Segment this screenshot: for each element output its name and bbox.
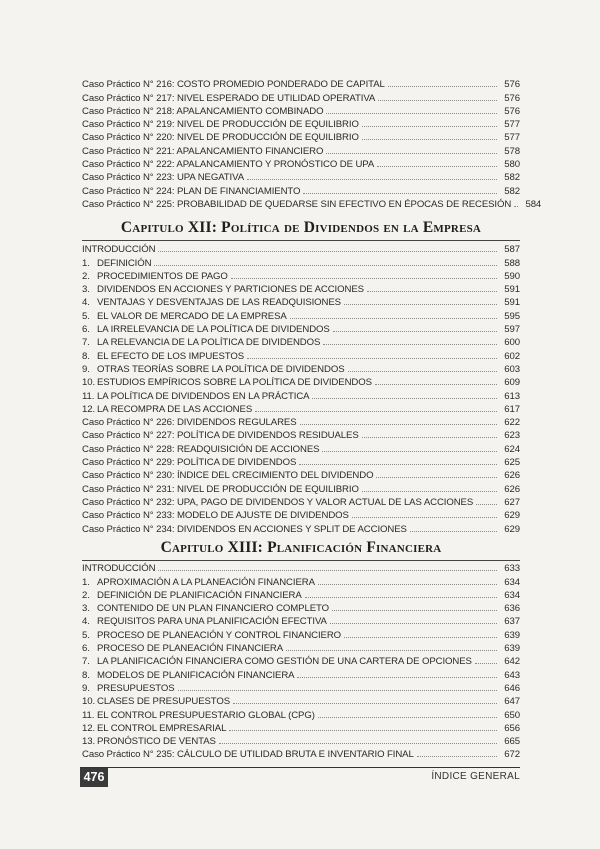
dot-leader — [362, 491, 497, 492]
dot-leader — [514, 206, 518, 207]
toc-entry-page: 633 — [504, 563, 520, 575]
toc-entry-page: 634 — [504, 576, 520, 588]
toc-entry — [82, 588, 520, 601]
toc-entry-page: 639 — [504, 629, 520, 641]
toc-entry — [82, 707, 520, 720]
dot-leader — [375, 384, 497, 385]
toc-entry — [82, 521, 520, 534]
toc-entry — [82, 747, 520, 760]
toc-entry-label: Caso Práctico N° 235: CÁLCULO DE UTILIDAD BRUTA E INVENTARIO FINAL — [82, 749, 414, 761]
toc-entry-number: 1. — [82, 576, 90, 588]
toc-entry-page: 576 — [504, 92, 520, 104]
toc-entry — [82, 641, 520, 654]
dot-leader — [231, 278, 497, 279]
toc-entry — [82, 415, 520, 428]
dot-leader — [300, 424, 498, 425]
toc-entry-label: DIVIDENDOS EN ACCIONES Y PARTICIONES DE ACCIONES — [97, 284, 364, 296]
toc-entry-label: INTRODUCCIÓN — [82, 563, 156, 575]
dot-leader — [229, 730, 497, 731]
toc-entry-page: 639 — [504, 643, 520, 655]
toc-entry-label: Caso Práctico N° 218: APALANCAMIENTO COMBINADO — [82, 105, 324, 117]
dot-leader — [318, 584, 497, 585]
toc-entry-page: 590 — [504, 270, 520, 282]
dot-leader — [362, 437, 497, 438]
toc-entry — [82, 282, 520, 295]
dot-leader — [255, 411, 497, 412]
toc-entry — [82, 455, 520, 468]
dot-leader — [326, 153, 497, 154]
page-number-badge: 476 — [80, 768, 108, 787]
dot-leader — [219, 743, 497, 744]
toc-entry-number: 10. — [82, 377, 96, 389]
toc-entry-page: 650 — [504, 709, 520, 721]
toc-entry-label: Caso Práctico N° 233: MODELO DE AJUSTE DE DIVIDENDOS — [82, 510, 349, 522]
dot-leader — [362, 139, 497, 140]
toc-entry-label: ESTUDIOS EMPÍRICOS SOBRE LA POLÍTICA DE DIVIDENDOS — [97, 377, 372, 389]
toc-entry-page: 582 — [504, 172, 520, 184]
toc-entry-page: 634 — [504, 589, 520, 601]
toc-entry-number: 12. — [82, 722, 96, 734]
toc-entry — [82, 627, 520, 640]
toc-entry-label: Caso Práctico N° 234: DIVIDENDOS EN ACCIONES Y SPLIT DE ACCIONES — [82, 523, 407, 535]
dot-leader — [303, 193, 497, 194]
toc-entry — [82, 681, 520, 694]
toc-entry — [82, 335, 520, 348]
dot-leader — [322, 451, 497, 452]
toc-entry — [82, 362, 520, 375]
dot-leader — [352, 517, 497, 518]
toc-entry-label: Caso Práctico N° 226: DIVIDENDOS REGULARES — [82, 417, 297, 429]
toc-entry-page: 642 — [504, 656, 520, 668]
toc-entry-label: LA RELEVANCIA DE LA POLÍTICA DE DIVIDENDOS — [97, 337, 321, 349]
dot-leader — [348, 371, 498, 372]
toc-entry — [82, 734, 520, 747]
dot-leader — [158, 251, 497, 252]
toc-entry-label: Caso Práctico N° 228: READQUISICIÓN DE ACCIONES — [82, 443, 320, 455]
dot-leader — [362, 126, 497, 127]
dot-leader — [333, 331, 497, 332]
toc-entry-page: 577 — [504, 132, 520, 144]
dot-leader — [247, 358, 497, 359]
toc-entry-page: 636 — [504, 603, 520, 615]
toc-entry-number: 2. — [82, 589, 90, 601]
toc-entry-label: Caso Práctico N° 229: POLÍTICA DE DIVIDENDOS — [82, 457, 297, 469]
toc-entry — [82, 308, 520, 321]
toc-entry-number: 8. — [82, 350, 90, 362]
toc-entry-label: Caso Práctico N° 219: NIVEL DE PRODUCCIÓN DE EQUILIBRIO — [82, 119, 359, 131]
toc-entry-label: Caso Práctico N° 217: NIVEL ESPERADO DE UTILIDAD OPERATIVA — [82, 92, 376, 104]
toc-entry-page: 626 — [504, 470, 520, 482]
toc-entry-label: Caso Práctico N° 220: NIVEL DE PRODUCCIÓN DE EQUILIBRIO — [82, 132, 359, 144]
toc-entry — [82, 654, 520, 667]
toc-entry-label: LA RECOMPRA DE LAS ACCIONES — [97, 403, 253, 415]
toc-entry — [82, 428, 520, 441]
dot-leader — [158, 570, 497, 571]
toc-entry-label: DEFINICIÓN DE PLANIFICACIÓN FINANCIERA — [97, 589, 302, 601]
toc-entry — [82, 197, 542, 210]
toc-entry-number: 7. — [82, 656, 90, 668]
toc-entry — [82, 183, 520, 196]
chapter-title-xii: Capitulo XII: Política de Dividendos en la Empresa — [120, 219, 482, 236]
toc-entry-page: 617 — [504, 403, 520, 415]
toc-entry-page: 626 — [504, 483, 520, 495]
toc-entry-label: Caso Práctico N° 216: COSTO PROMEDIO PONDERADO DE CAPITAL — [82, 79, 385, 91]
toc-entry-page: 627 — [504, 496, 520, 508]
toc-entry-number: 9. — [82, 682, 90, 694]
toc-entry — [82, 269, 520, 282]
toc-entry-page: 576 — [504, 105, 520, 117]
toc-entry — [82, 348, 520, 361]
toc-entry-page: 597 — [504, 324, 520, 336]
toc-entry-label: MODELOS DE PLANIFICACIÓN FINANCIERA — [97, 669, 295, 681]
dot-leader — [377, 166, 497, 167]
toc-section-chapter-xii — [82, 242, 520, 535]
toc-entry-number: 2. — [82, 270, 90, 282]
toc-entry-label: Caso Práctico N° 231: NIVEL DE PRODUCCIÓN DE EQUILIBRIO — [82, 483, 359, 495]
dot-leader — [154, 265, 497, 266]
toc-entry-page: 602 — [504, 350, 520, 362]
dot-leader — [376, 477, 497, 478]
dot-leader — [290, 318, 497, 319]
toc-entry-label: PRESUPUESTOS — [97, 682, 175, 694]
toc-entry — [82, 667, 520, 680]
toc-entry-label: PROCESO DE PLANEACIÓN Y CONTROL FINANCIERO — [97, 629, 342, 641]
toc-entry — [82, 468, 520, 481]
toc-entry-label: Caso Práctico N° 227: POLÍTICA DE DIVIDENDOS RESIDUALES — [82, 430, 359, 442]
toc-entry-page: 600 — [504, 337, 520, 349]
footer-rule — [80, 767, 520, 768]
toc-entry-number: 3. — [82, 603, 90, 615]
toc-entry-page: 591 — [504, 284, 520, 296]
toc-entry-number: 8. — [82, 669, 90, 681]
toc-entry-page: 609 — [504, 377, 520, 389]
toc-entry-number: 5. — [82, 310, 90, 322]
toc-entry-number: 11. — [82, 390, 95, 402]
toc-entry-label: Caso Práctico N° 222: APALANCAMIENTO Y PRONÓSTICO DE UPA — [82, 159, 375, 171]
toc-entry-label: INTRODUCCIÓN — [82, 244, 156, 256]
toc-entry-label: LA IRRELEVANCIA DE LA POLÍTICA DE DIVIDENDOS — [97, 324, 330, 336]
toc-entry-page: 637 — [504, 616, 520, 628]
toc-entry — [82, 614, 520, 627]
toc-entry-label: OTRAS TEORÍAS SOBRE LA POLÍTICA DE DIVIDENDOS — [97, 363, 345, 375]
toc-entry-label: EL CONTROL EMPRESARIAL — [97, 722, 227, 734]
toc-entry — [82, 322, 520, 335]
toc-entry-label: PRONÓSTICO DE VENTAS — [97, 736, 216, 748]
toc-entry-number: 13. — [82, 736, 96, 748]
toc-entry — [82, 143, 520, 156]
toc-entry-number: 4. — [82, 616, 90, 628]
dot-leader — [417, 756, 497, 757]
toc-entry-page: 578 — [504, 145, 520, 157]
toc-entry-page: 595 — [504, 310, 520, 322]
toc-entry-label: APROXIMACIÓN A LA PLANEACIÓN FINANCIERA — [97, 576, 315, 588]
chapter-title-xiii: Capitulo XIII: Planificación Financiera — [160, 539, 442, 556]
toc-entry-page: 582 — [504, 185, 520, 197]
dot-leader — [247, 179, 497, 180]
toc-entry-page: 646 — [504, 682, 520, 694]
toc-entry-number: 5. — [82, 629, 90, 641]
toc-section-chapter-xiii — [82, 561, 520, 760]
toc-entry-page: 613 — [504, 390, 520, 402]
toc-entry-number: 9. — [82, 363, 90, 375]
toc-entry-label: VENTAJAS Y DESVENTAJAS DE LAS READQUISIONES — [97, 297, 341, 309]
toc-entry-page: 629 — [504, 523, 520, 535]
toc-entry-page: 622 — [504, 417, 520, 429]
toc-entry-label: EL EFECTO DE LOS IMPUESTOS — [97, 350, 245, 362]
toc-entry-page: 643 — [504, 669, 520, 681]
toc-entry-page: 647 — [504, 696, 520, 708]
toc-entry-page: 588 — [504, 257, 520, 269]
toc-entry-number: 10. — [82, 696, 96, 708]
toc-entry — [82, 170, 520, 183]
dot-leader — [330, 623, 497, 624]
chapter-rule — [82, 240, 520, 241]
toc-entry-label: REQUISITOS PARA UNA PLANIFICACIÓN EFECTIVA — [97, 616, 327, 628]
toc-entry-number: 6. — [82, 324, 90, 336]
toc-entry-label: CLASES DE PRESUPUESTOS — [97, 696, 231, 708]
dot-leader — [388, 86, 497, 87]
toc-entry-page: 629 — [504, 510, 520, 522]
toc-entry — [82, 601, 520, 614]
toc-entry — [82, 402, 520, 415]
toc-entry-number: 4. — [82, 297, 90, 309]
toc-entry-number: 6. — [82, 643, 90, 655]
toc-entry-page: 580 — [504, 159, 520, 171]
toc-entry-page: 623 — [504, 430, 520, 442]
toc-entry-label: Caso Práctico N° 223: UPA NEGATIVA — [82, 172, 244, 184]
toc-entry — [82, 77, 520, 90]
toc-entry — [82, 561, 520, 574]
toc-entry-page: 584 — [525, 198, 542, 210]
toc-entry-label: PROCEDIMIENTOS DE PAGO — [97, 270, 228, 282]
toc-entry — [82, 574, 520, 587]
toc-entry — [82, 721, 520, 734]
dot-leader — [233, 703, 497, 704]
toc-entry — [82, 481, 520, 494]
toc-entry-label: Caso Práctico N° 232: UPA, PAGO DE DIVIDENDOS Y VALOR ACTUAL DE LAS ACCIONES — [82, 496, 474, 508]
dot-leader — [344, 304, 497, 305]
toc-entry-number: 1. — [82, 257, 90, 269]
toc-entry-label: Caso Práctico N° 225: PROBABILIDAD DE QUEDARSE SIN EFECTIVO EN ÉPOCAS DE RECESIÓN — [82, 198, 512, 210]
toc-entry-page: 576 — [504, 79, 520, 91]
toc-entry-page: 665 — [504, 736, 520, 748]
toc-entry-label: PROCESO DE PLANEACIÓN FINANCIERA — [97, 643, 284, 655]
dot-leader — [410, 531, 497, 532]
toc-entry-page: 656 — [504, 722, 520, 734]
dot-leader — [178, 690, 497, 691]
toc-entry — [82, 130, 520, 143]
toc-entry — [82, 117, 520, 130]
toc-entry-label: LA POLÍTICA DE DIVIDENDOS EN LA PRÁCTICA — [97, 390, 310, 402]
toc-entry-label: EL VALOR DE MERCADO DE LA EMPRESA — [97, 310, 287, 322]
toc-entry-page: 577 — [504, 119, 520, 131]
toc-entry — [82, 157, 520, 170]
toc-entry-number: 3. — [82, 284, 90, 296]
dot-leader — [318, 717, 497, 718]
toc-entry — [82, 90, 520, 103]
toc-entry — [82, 694, 520, 707]
toc-entry-label: DEFINICIÓN — [97, 257, 152, 269]
toc-entry — [82, 255, 520, 268]
dot-leader — [326, 113, 497, 114]
toc-entry-label: Caso Práctico N° 230: ÍNDICE DEL CRECIMIENTO DEL DIVIDENDO — [82, 470, 374, 482]
toc-entry-page: 624 — [504, 443, 520, 455]
toc-entry — [82, 242, 520, 255]
footer-label: ÍNDICE GENERAL — [431, 771, 520, 782]
toc-entry — [82, 295, 520, 308]
toc-entry-label: CONTENIDO DE UN PLAN FINANCIERO COMPLETO — [97, 603, 329, 615]
toc-entry-page: 591 — [504, 297, 520, 309]
dot-leader — [312, 398, 497, 399]
toc-entry — [82, 375, 520, 388]
toc-entry-page: 625 — [504, 457, 520, 469]
dot-leader — [476, 504, 497, 505]
toc-entry-label: Caso Práctico N° 224: PLAN DE FINANCIAMIENTO — [82, 185, 301, 197]
dot-leader — [297, 677, 497, 678]
toc-entry-label: Caso Práctico N° 221: APALANCAMIENTO FINANCIERO — [82, 145, 324, 157]
toc-entry — [82, 388, 520, 401]
toc-entry — [82, 441, 520, 454]
dot-leader — [332, 610, 497, 611]
toc-section-previous — [82, 77, 542, 210]
dot-leader — [299, 464, 497, 465]
toc-entry-page: 672 — [504, 749, 520, 761]
dot-leader — [378, 100, 497, 101]
toc-entry — [82, 508, 520, 521]
toc-entry-label: LA PLANIFICACIÓN FINANCIERA COMO GESTIÓN DE UNA CARTERA DE OPCIONES — [97, 656, 472, 668]
toc-entry-number: 11. — [82, 709, 95, 721]
dot-leader — [305, 597, 497, 598]
toc-entry-number: 12. — [82, 403, 96, 415]
dot-leader — [323, 344, 497, 345]
dot-leader — [475, 663, 497, 664]
toc-entry-label: EL CONTROL PRESUPUESTARIO GLOBAL (CPG) — [97, 709, 315, 721]
dot-leader — [344, 637, 497, 638]
toc-entry — [82, 104, 520, 117]
toc-entry-number: 7. — [82, 337, 90, 349]
toc-entry-page: 603 — [504, 363, 520, 375]
dot-leader — [286, 650, 497, 651]
toc-entry — [82, 495, 520, 508]
toc-entry-page: 587 — [504, 244, 520, 256]
dot-leader — [367, 291, 497, 292]
